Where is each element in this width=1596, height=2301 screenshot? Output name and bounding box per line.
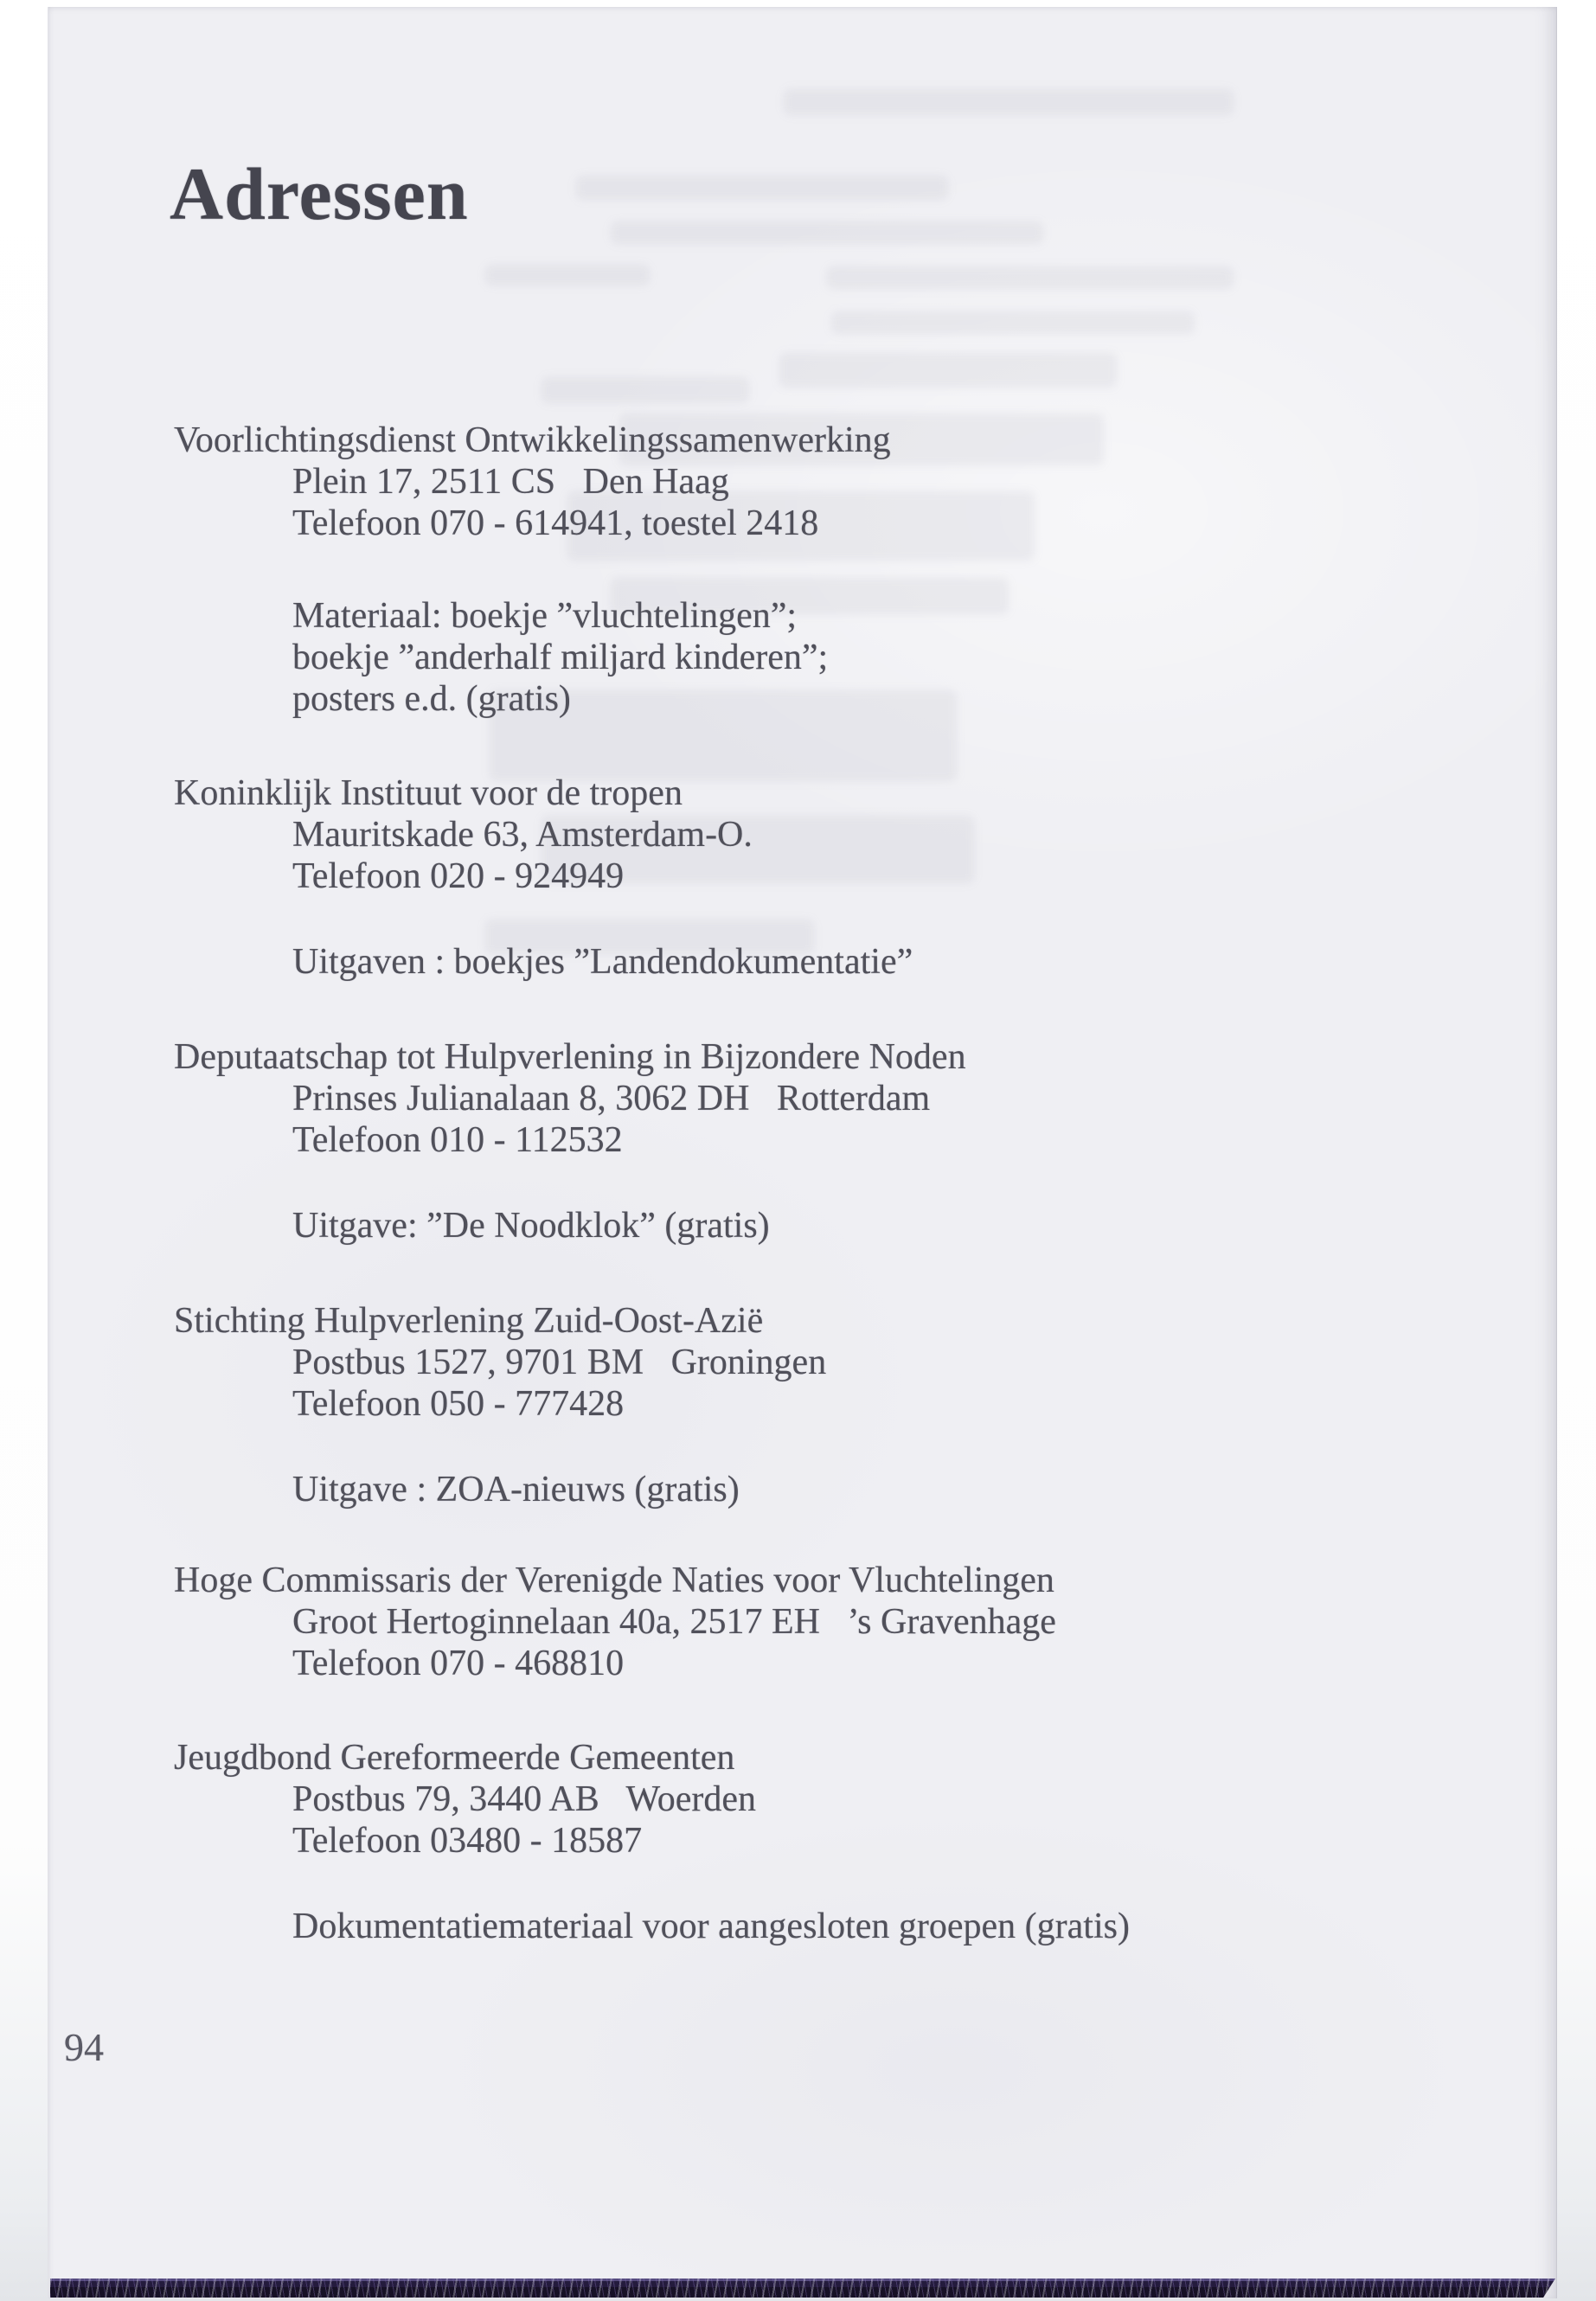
- address-entry: [174, 1036, 966, 1161]
- bleed-through-mark: [827, 266, 1234, 289]
- entry-note: [292, 1906, 1130, 1947]
- bleed-through-mark: [542, 377, 749, 403]
- bleed-through-mark: [784, 89, 1234, 115]
- page-number: 94: [64, 2025, 104, 2069]
- page-title: Adressen: [170, 152, 469, 235]
- address-line: Plein 17, 2511 CS Den Haag: [292, 462, 729, 502]
- organization-name: Koninklijk Instituut voor de tropen: [174, 773, 683, 813]
- phone-line: Telefoon 03480 - 18587: [292, 1821, 643, 1861]
- organization-name: Stichting Hulpverlening Zuid-Oost-Azië: [174, 1301, 764, 1341]
- bleed-through-mark: [779, 353, 1117, 388]
- address-line: Mauritskade 63, Amsterdam-O.: [292, 815, 753, 855]
- note-line: Dokumentatiemateriaal voor aangesloten groepen (gratis): [292, 1907, 1130, 1946]
- note-line: boekje ”anderhalf miljard kinderen”;: [292, 638, 829, 677]
- organization-name: Jeugdbond Gereformeerde Gemeenten: [174, 1738, 735, 1778]
- phone-line: Telefoon 070 - 614941, toestel 2418: [292, 503, 819, 543]
- entry-note: [292, 595, 828, 720]
- bleed-through-mark: [611, 221, 1043, 244]
- address-entry: [174, 1560, 1056, 1684]
- organization-name: Deputaatschap tot Hulpverlening in Bijzondere Noden: [174, 1037, 966, 1077]
- note-line: posters e.d. (gratis): [292, 679, 571, 719]
- organization-name: Voorlichtingsdienst Ontwikkelingssamenwerking: [174, 420, 891, 460]
- address-entry: [174, 1300, 826, 1425]
- address-entry: [174, 772, 753, 897]
- entry-note: [292, 1469, 740, 1510]
- bleed-through-mark: [485, 265, 650, 285]
- phone-line: Telefoon 070 - 468810: [292, 1644, 625, 1683]
- phone-line: Telefoon 020 - 924949: [292, 856, 625, 896]
- phone-line: Telefoon 050 - 777428: [292, 1384, 625, 1424]
- address-line: Prinses Julianalaan 8, 3062 DH Rotterdam: [292, 1079, 931, 1118]
- address-line: Groot Hertoginnelaan 40a, 2517 EH ’s Gravenhage: [292, 1602, 1056, 1642]
- note-line: Materiaal: boekje ”vluchtelingen”;: [292, 596, 798, 636]
- entry-note: [292, 941, 913, 983]
- note-line: Uitgave : ZOA-nieuws (gratis): [292, 1470, 740, 1509]
- phone-line: Telefoon 010 - 112532: [292, 1120, 623, 1160]
- entry-note: [292, 1205, 770, 1247]
- address-entry: [174, 1737, 756, 1862]
- book-binding-edge: [50, 2279, 1555, 2298]
- organization-name: Hoge Commissaris der Verenigde Naties voor Vluchtelingen: [174, 1561, 1054, 1600]
- note-line: Uitgave: ”De Noodklok” (gratis): [292, 1206, 770, 1246]
- address-line: Postbus 1527, 9701 BM Groningen: [292, 1343, 827, 1382]
- address-entry: [174, 420, 891, 544]
- address-line: Postbus 79, 3440 AB Woerden: [292, 1779, 757, 1819]
- note-line: Uitgaven : boekjes ”Landendokumentatie”: [292, 942, 913, 982]
- bleed-through-mark: [831, 311, 1195, 334]
- bleed-through-mark: [576, 176, 948, 200]
- page-sheet: [48, 7, 1557, 2298]
